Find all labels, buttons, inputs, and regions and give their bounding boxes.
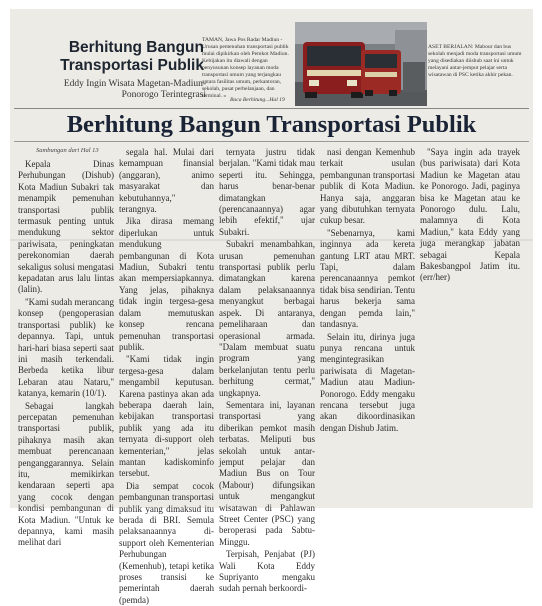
article-column-2 xyxy=(119,147,214,605)
photo-caption: ASET BERJALAN: Mabour dan bus sekolah menjadi moda transportasi umum yang disediakan diishub saat ini untuk melayani antar-jemput pelajar serta wisatawan di PSC ketika akhir pekan. xyxy=(428,44,522,78)
paper-fold xyxy=(10,239,533,241)
paragraph: Terpisah, Penjabat (PJ) Wali Kota Eddy Supriyanto mengaku sudah pernah berkoordi- xyxy=(219,549,315,594)
paragraph: "Saya ingin ada trayek (bus pariwisata) dari Kota Madiun ke Magetan atau ke Ponorogo. Jadi, paginya bisa ke Magetan atau ke Ponorogo dulu. Lalu, malamnya di Kota Madiun," kata Eddy yang juga merangkap jabatan sebagai Kepala Bakesbangpol Jatim itu. (err/her) xyxy=(420,147,520,283)
paragraph: Kepala Dinas Perhubungan (Dishub) Kota Madiun Subakri tak menampik pemenuhan transportasi publik termasuk penting untuk mendukung sektor pariwisata, peningkatan perekonomian daerah sekaligus solusi mengatasi kepadatan arus lalu lintas (lalin). xyxy=(18,159,114,295)
teaser-page-reference: Baca Berhitung...Hal 19 xyxy=(230,97,285,103)
paragraph: Dia sempat cocok pembangunan transportasi publik yang dimaksud itu berada di BRI. Semula pelaksanaannya di-support oleh Kementerian Perhubungan (Kemenhub), tetapi ketika proses transisi ke pemerintah daerah (pemda) xyxy=(119,480,214,605)
bus-photo xyxy=(295,22,427,106)
newspaper-clipping xyxy=(10,9,533,605)
article-headline: Berhitung Bangun Transportasi Publik xyxy=(66,111,477,138)
article-column-4 xyxy=(320,147,415,502)
article-column-3 xyxy=(219,147,315,594)
bus-photo-illustration xyxy=(295,22,427,106)
continuation-byline: Sambungan dari Hal 13 xyxy=(36,147,99,154)
paragraph: "Kami sudah merancang konsep (pengoperasian transportasi publik) ke depannya. Tapi, untuk hari-hari biasa seperti saat ini masih terkendali. Berbeda ketika libur Lebaran atau Nataru," katanya, kemarin (10/1). xyxy=(18,296,114,399)
paragraph: Selain itu, dirinya juga punya rencana untuk mengintegrasikan pariwisata di Magetan-Madiun atau Madiun-Ponorogo. Eddy mengaku rencana tersebut juga akan dikoordinasikan dengan Dishub Jatim. xyxy=(320,331,415,433)
divider-line xyxy=(14,141,529,142)
teaser-lead-text: TAMAN, Jawa Pos Radar Madiun - Urusan pemenuhan transportasi publik mulai dipikirkan oleh Pemkot Madiun. Kebijakan itu diawali dengan penyusunan konsep layanan moda transportasi umum yang terjangkau antara fasilitas umum, perkantoran, sekolah, pusat perbelanjaan, dan terminal. » xyxy=(202,37,289,99)
paragraph: Jika dirasa memang diperlukan untuk mendukung pembangunan di Kota Madiun, Subakri tentu akan mempersiapkannya. Yang jelas, pihaknya tidak ingin tergesa-gesa dalam memutuskan konsep rencana pemenuhan transportasi publik. xyxy=(119,216,214,352)
paragraph: ternyata justru tidak berjalan. "Kami tidak mau seperti itu. Sehingga, harus benar-benar dimatangkan (perencanaannya) agar lebih efektif," ujar Subakri. xyxy=(219,147,315,237)
paragraph: Subakri menambahkan, urusan pemenuhan transportasi publik perlu dimatangkan karena dalam pelaksanaannya menyangkut berbagai aspek. Di antaranya, pemeliharaan dan operasional armada. "Dalam membuat suatu program yang berkelanjutan tentu perlu berhitung cermat," ungkapnya. xyxy=(219,239,315,398)
article-column-5 xyxy=(420,147,520,502)
teaser-headline: Berhitung Bangun Transportasi Publik xyxy=(60,39,204,74)
paragraph: Sementara ini, layanan transportasi yang diberikan pemkot masih terbatas. Meliputi bus sekolah untuk antar-jemput pelajar dan Madiun Bus on Tour (Mabour) difungsikan untuk mengangkut wisatawan di Pahlawan Street Center (PSC) yang beroperasi pada Sabtu-Minggu. xyxy=(219,399,315,547)
teaser-subheadline: Eddy Ingin Wisata Magetan-Madiun-Ponorogo Terintegrasi xyxy=(63,79,206,100)
article-column-1 xyxy=(18,147,114,548)
paragraph: "Kami tidak ingin tergesa-gesa dalam mengambil keputusan. Karena pastinya akan ada beberapa daerah lain, kebijakan transportasi publik yang ada itu ternyata di-support oleh kementerian," jelas mantan kadiskominfo tersebut. xyxy=(119,354,214,479)
paragraph: "Sebenarnya, kami inginnya ada kereta gantung LRT atau MRT. Tapi, dalam perencanaannya pemkot tidak bisa sendirian. Tentu harus bekerja sama dengan pemda lain," tandasnya. xyxy=(320,227,415,330)
paragraph: nasi dengan Kemenhub terkait usulan pembangunan transportasi publik di Kota Madiun. Hanya saja, anggaran yang dibutuhkan ternyata cukup besar. xyxy=(320,147,415,226)
paragraph: segala hal. Mulai dari kemampuan finansial (anggaran), animo masyarakat dan kebutuhannya," terangnya. xyxy=(119,147,214,215)
paragraph: Sebagai langkah percepatan pemenuhan transportasi publik, pihaknya masih akan membuat perencanaan penganggarannya. Selain itu, memikirkan kendaraan seperti apa yang cocok dengan kondisi pembangunan di Kota Madiun. "Untuk ke depannya, kami masih melihat dari xyxy=(18,400,114,548)
